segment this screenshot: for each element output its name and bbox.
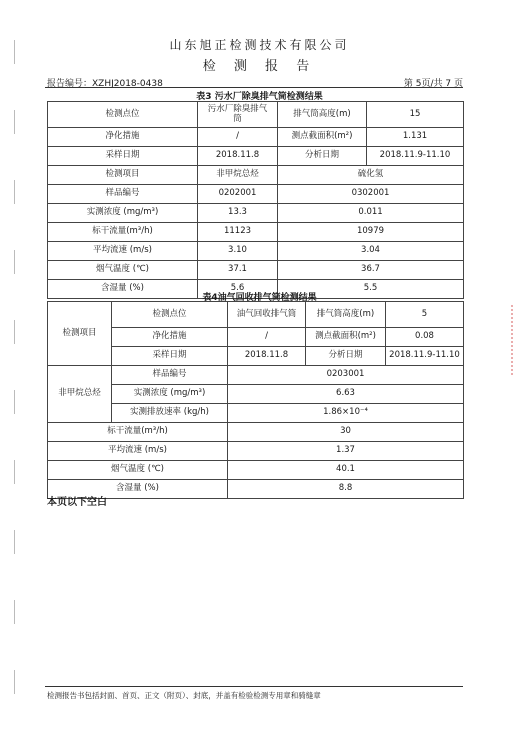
table3 xyxy=(47,101,464,299)
table-row xyxy=(48,423,464,442)
document-title: 检 测 报 告 xyxy=(202,59,317,74)
table-cell: 净化措施 xyxy=(48,128,198,147)
page-number: 第 5页/共 7 页 xyxy=(403,79,463,89)
table-cell: 40.1 xyxy=(228,461,464,480)
table-cell: 排气筒高度(m) xyxy=(306,302,386,328)
table-cell: 实测浓度 (mg/m³) xyxy=(48,204,198,223)
table-cell: 标干流量(m³/h) xyxy=(48,223,198,242)
table-cell: 2018.11.9-11.10 xyxy=(386,347,464,366)
table-row xyxy=(48,366,464,385)
binding-mark xyxy=(14,250,15,274)
table-cell: 油气回收排气筒 xyxy=(228,302,306,328)
table4-caption: 表4油气回收排气筒检测结果 xyxy=(202,293,317,303)
table-cell: 净化措施 xyxy=(112,328,228,347)
table-cell: 烟气温度 (℃) xyxy=(48,261,198,280)
table-cell: 检测点位 xyxy=(48,102,198,128)
binding-mark xyxy=(14,600,15,624)
table-cell: 0.011 xyxy=(278,204,464,223)
table-cell: 10979 xyxy=(278,223,464,242)
table-cell: 分析日期 xyxy=(278,147,367,166)
table-cell: 5.6 xyxy=(198,280,278,299)
table-cell: 检测项目 xyxy=(48,166,198,185)
footer-text: 检测报告书包括封面、首页、正文（附页）、封底，并盖有检验检测专用章和骑缝章 xyxy=(47,691,321,700)
table-row xyxy=(48,185,464,204)
table-cell: 实测排放速率 (kg/h) xyxy=(112,404,228,423)
table-cell: 非甲烷总烃 xyxy=(198,166,278,185)
table-cell: 2018.11.8 xyxy=(228,347,306,366)
table-cell: / xyxy=(198,128,278,147)
table4 xyxy=(47,301,464,499)
binding-mark xyxy=(14,390,15,414)
table-cell: 标干流量(m³/h) xyxy=(48,423,228,442)
table-row xyxy=(48,223,464,242)
table-cell: 含湿量 (%) xyxy=(48,280,198,299)
table-cell: 测点截面积(m²) xyxy=(306,328,386,347)
table-row xyxy=(48,102,464,128)
table-cell: 污水厂除臭排气筒 xyxy=(198,102,278,128)
company-name: 山东旭正检测技术有限公司 xyxy=(169,38,350,52)
table-cell: 30 xyxy=(228,423,464,442)
table-row xyxy=(48,166,464,185)
table-cell: 实测浓度 (mg/m³) xyxy=(112,385,228,404)
binding-mark xyxy=(14,180,15,204)
table-cell: 2018.11.8 xyxy=(198,147,278,166)
table-cell: 5.5 xyxy=(278,280,464,299)
table-cell: 平均流速 (m/s) xyxy=(48,242,198,261)
table-row xyxy=(48,261,464,280)
table3-caption: 表3 污水厂除臭排气筒检测结果 xyxy=(196,92,323,102)
table-cell: 排气筒高度(m) xyxy=(278,102,367,128)
table-row xyxy=(48,461,464,480)
table-row xyxy=(48,204,464,223)
table-cell: 36.7 xyxy=(278,261,464,280)
table-cell: 37.1 xyxy=(198,261,278,280)
binding-mark xyxy=(14,320,15,344)
table-cell: 非甲烷总烃 xyxy=(48,366,112,423)
table-row xyxy=(48,128,464,147)
table-cell: 检测点位 xyxy=(112,302,228,328)
table-row xyxy=(48,302,464,328)
table-cell: 1.131 xyxy=(367,128,464,147)
table-cell: 13.3 xyxy=(198,204,278,223)
table-cell: 3.10 xyxy=(198,242,278,261)
table-cell: 1.37 xyxy=(228,442,464,461)
seal-stamp-edge xyxy=(505,305,513,375)
binding-mark xyxy=(14,110,15,134)
table-cell: 含湿量 (%) xyxy=(48,480,228,499)
table-cell: 分析日期 xyxy=(306,347,386,366)
table-cell: 0302001 xyxy=(278,185,464,204)
table-cell: 样品编号 xyxy=(112,366,228,385)
table-cell: 测点截面积(m²) xyxy=(278,128,367,147)
table-row xyxy=(48,442,464,461)
table-cell: 5 xyxy=(386,302,464,328)
table-cell: 1.86×10⁻⁴ xyxy=(228,404,464,423)
binding-mark xyxy=(14,460,15,484)
table-cell: 采样日期 xyxy=(112,347,228,366)
table-cell: 检测项目 xyxy=(48,302,112,366)
blank-below-note: 本页以下空白 xyxy=(47,497,107,508)
header-rule xyxy=(45,87,463,88)
table-cell: 0202001 xyxy=(198,185,278,204)
table-cell: 2018.11.9-11.10 xyxy=(367,147,464,166)
table-cell: 平均流速 (m/s) xyxy=(48,442,228,461)
table-row xyxy=(48,480,464,499)
table-cell: 样品编号 xyxy=(48,185,198,204)
table-cell: 烟气温度 (℃) xyxy=(48,461,228,480)
table-cell: 11123 xyxy=(198,223,278,242)
table-cell: 8.8 xyxy=(228,480,464,499)
table-cell: 硫化氢 xyxy=(278,166,464,185)
table-cell: / xyxy=(228,328,306,347)
binding-mark xyxy=(14,530,15,554)
table-cell: 15 xyxy=(367,102,464,128)
table-cell: 0203001 xyxy=(228,366,464,385)
binding-mark xyxy=(14,670,15,694)
table-cell: 6.63 xyxy=(228,385,464,404)
table-cell: 0.08 xyxy=(386,328,464,347)
table-cell: 采样日期 xyxy=(48,147,198,166)
footer-rule xyxy=(45,686,463,687)
table-cell: 3.04 xyxy=(278,242,464,261)
report-number: 报告编号：XZHJ2018-0438 xyxy=(47,79,163,89)
table-row xyxy=(48,242,464,261)
table-row xyxy=(48,147,464,166)
